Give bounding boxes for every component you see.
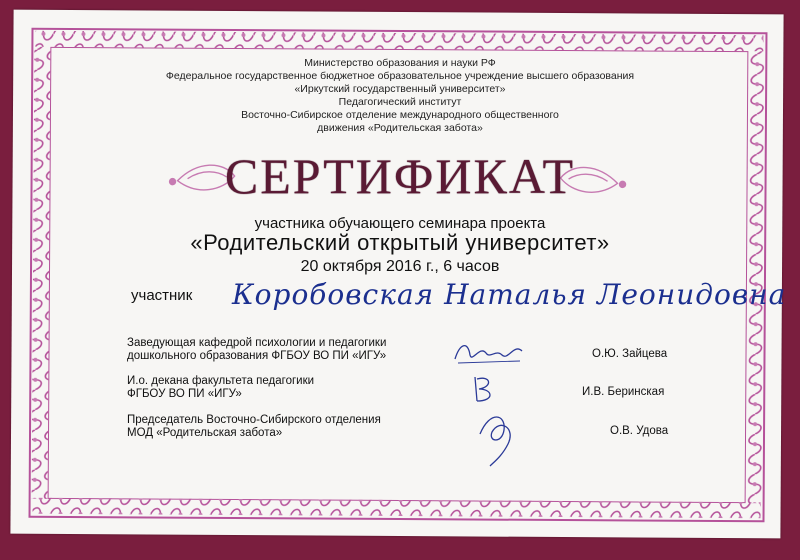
project-name: «Родительский открытый университет» — [190, 230, 610, 255]
signatory-1-role-line1: Заведующая кафедрой психологии и педагогики — [127, 337, 387, 349]
signatory-2-role — [127, 375, 314, 401]
signatory-3-role — [127, 414, 381, 440]
signatory-3-role-line2: МОД «Родительская забота» — [127, 427, 283, 439]
signature-1-mark — [450, 335, 530, 369]
signatory-2-name: И.В. Беринская — [582, 386, 665, 398]
signatory-1-role — [127, 337, 386, 363]
header-movement: движения «Родительская забота» — [317, 122, 483, 134]
signatory-1-role-line2: дошкольного образования ФГБОУ ВО ПИ «ИГУ» — [127, 350, 387, 362]
date-line: 20 октября 2016 г., 6 часов — [300, 258, 500, 275]
signature-2-mark — [467, 373, 507, 405]
participant-label: участник — [131, 287, 193, 304]
header-federal-institution: Федеральное государственное бюджетное образовательное учреждение высшего образования — [165, 70, 635, 82]
participant-name: Коробовская Наталья Леонидовна — [232, 278, 787, 311]
header-university: «Иркутский государственный университет» — [294, 83, 506, 95]
signatory-1-name: О.Ю. Зайцева — [592, 348, 668, 360]
header-department: Восточно-Сибирское отделение международного общественного — [241, 109, 559, 121]
signatory-2-role-line1: И.о. декана факультета педагогики — [127, 375, 315, 387]
signatory-3-name: О.В. Удова — [610, 425, 669, 437]
signature-3-mark — [470, 404, 530, 470]
certificate-title: СЕРТИФИКАТ — [224, 148, 576, 204]
certificate-subtitle: участника обучающего семинара проекта — [254, 215, 546, 232]
signatory-2-role-line2: ФГБОУ ВО ПИ «ИГУ» — [127, 388, 242, 400]
signatory-3-role-line1: Председатель Восточно-Сибирского отделения — [127, 414, 381, 426]
header-ministry: Министерство образования и науки РФ — [304, 57, 496, 69]
header-institute: Педагогический институт — [338, 96, 462, 108]
